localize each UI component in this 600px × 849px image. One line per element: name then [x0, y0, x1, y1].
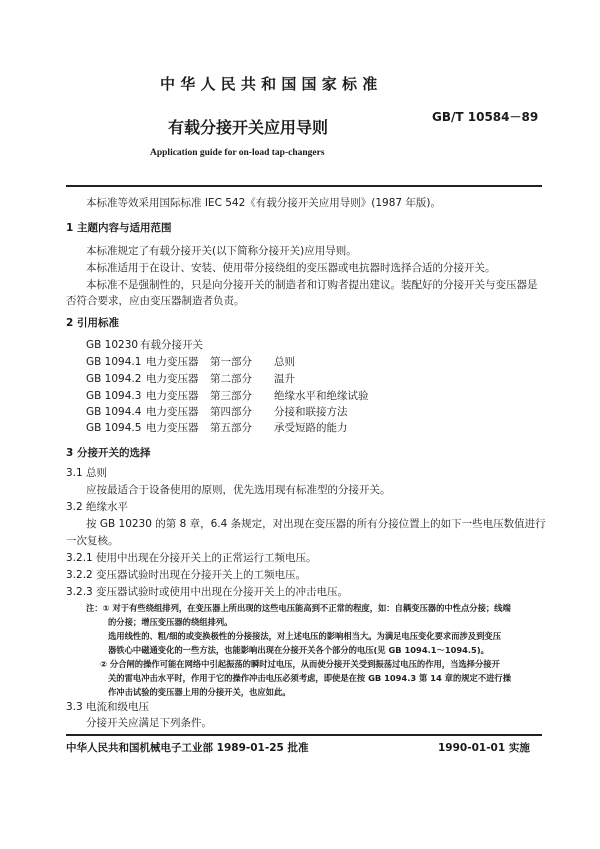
note-line: 选用线性的、粗/细的或变换极性的分接接法，对上述电压的影响相当大。为满足电压变化要求而涉及到变压 [108, 631, 501, 641]
header-rule [66, 185, 542, 187]
paragraph: 本标准规定了有载分接开关(以下简称分接开关)应用导则。 [86, 245, 357, 257]
reference-title-part: 分接和联接方法 [274, 406, 348, 418]
section-3-heading: 3 分接开关的选择 [66, 447, 151, 459]
paragraph: 否符合要求，应由变压器制造者负责。 [66, 295, 245, 307]
reference-title-part: 第五部分 [210, 422, 252, 434]
paragraph: 本标准不是强制性的，只是向分接开关的制造者和订购者提出建议。装配好的分接开关与变压器是 [86, 279, 538, 291]
reference-item [86, 338, 268, 352]
subsection-heading: 3.1 总则 [66, 467, 108, 479]
reference-code: GB 1094.4 [86, 406, 142, 418]
reference-item [86, 389, 369, 403]
reference-title-part: 电力变压器 [146, 356, 199, 368]
reference-code: GB 1094.5 [86, 422, 142, 434]
reference-item [86, 405, 348, 419]
paragraph: 应按最适合于设备使用的原则，优先选用现有标准型的分接开关。 [86, 484, 391, 496]
clause-3-2-3: 3.2.3 变压器试验时或使用中出现在分接开关上的冲击电压。 [66, 586, 349, 598]
clause-3-2-1: 3.2.1 使用中出现在分接开关上的正常运行工频电压。 [66, 552, 317, 564]
reference-title-part: 承受短路的能力 [274, 422, 348, 434]
reference-code: GB 1094.3 [86, 390, 142, 402]
subsection-heading: 3.2 绝缘水平 [66, 501, 129, 513]
note-line: ② 分合闸的操作可能在网络中引起振荡的瞬时过电压，从而使分接开关受到振荡过电压的作用，当选择分接开 [100, 659, 500, 669]
reference-title-part: 有载分接开关 [140, 339, 203, 351]
reference-title-part: 第四部分 [210, 406, 252, 418]
note-line: 的分接；增压变压器的绕组排列。 [108, 617, 233, 627]
reference-title-part: 电力变压器 [146, 373, 199, 385]
reference-title-part: 总则 [274, 356, 295, 368]
effective-date: 1990-01-01 实施 [438, 742, 530, 754]
reference-item [86, 372, 295, 386]
paragraph: 按 GB 10230 的第 8 章，6.4 条规定，对出现在变压器的所有分接位置上的如下一些电压数值进行 [86, 518, 546, 530]
clause-3-2-2: 3.2.2 变压器试验时出现在分接开关上的工频电压。 [66, 569, 307, 581]
reference-title-part: 绝缘水平和绝缘试验 [274, 390, 369, 402]
reference-title-part: 电力变压器 [146, 406, 199, 418]
section-1-heading: 1 主题内容与适用范围 [66, 222, 172, 234]
reference-title-part: 温升 [274, 373, 295, 385]
reference-title-part: 第二部分 [210, 373, 252, 385]
reference-title-part: 电力变压器 [146, 422, 199, 434]
note-line: 关的雷电冲击水平时，作用于它的操作冲击电压必须考虑，即使是在按 GB 1094.3 第 14 章的规定不进行操 [108, 673, 512, 683]
reference-title-part: 电力变压器 [146, 390, 199, 402]
reference-code: GB 1094.2 [86, 373, 142, 385]
reference-code: GB 1094.1 [86, 356, 142, 368]
reference-item [86, 355, 295, 369]
paragraph: 本标准适用于在设计、安装、使用带分接绕组的变压器或电抗器时选择合适的分接开关。 [86, 262, 496, 274]
reference-code: GB 10230 [86, 339, 139, 351]
note-line: 器铁心中磁通变化的一些方法，也能影响出现在分接开关各个部分的电压(见 GB 1094.1～1094.5)。 [108, 645, 489, 655]
document-title: 有载分接开关应用导则 [168, 118, 329, 137]
paragraph: 分接开关应满足下列条件。 [86, 717, 212, 729]
reference-item [86, 421, 348, 435]
country-standard-title: 中 华 人 民 共 和 国 国 家 标 准 [160, 75, 378, 93]
note-line: 作冲击试验的变压器上用的分接开关，也应如此。 [108, 687, 291, 697]
issuer: 中华人民共和国机械电子工业部 1989-01-25 批准 [66, 742, 309, 754]
document-title-english: Application guide for on-load tap-changers [150, 148, 325, 158]
paragraph: 一次复核。 [66, 535, 119, 547]
reference-title-part: 第三部分 [210, 390, 252, 402]
reference-title-part: 第一部分 [210, 356, 252, 368]
subsection-heading: 3.3 电流和级电压 [66, 701, 150, 713]
intro-text: 本标准等效采用国际标准 IEC 542《有载分接开关应用导则》(1987 年版)。 [86, 197, 442, 209]
footer-rule [66, 734, 542, 736]
standard-code: GB/T 10584－89 [432, 110, 539, 124]
section-2-heading: 2 引用标准 [66, 317, 119, 329]
note-line: 注：① 对于有些绕组排列，在变压器上所出现的这些电压能高到不正常的程度，如：自耦变压器的中性点分接；线端 [86, 603, 511, 613]
